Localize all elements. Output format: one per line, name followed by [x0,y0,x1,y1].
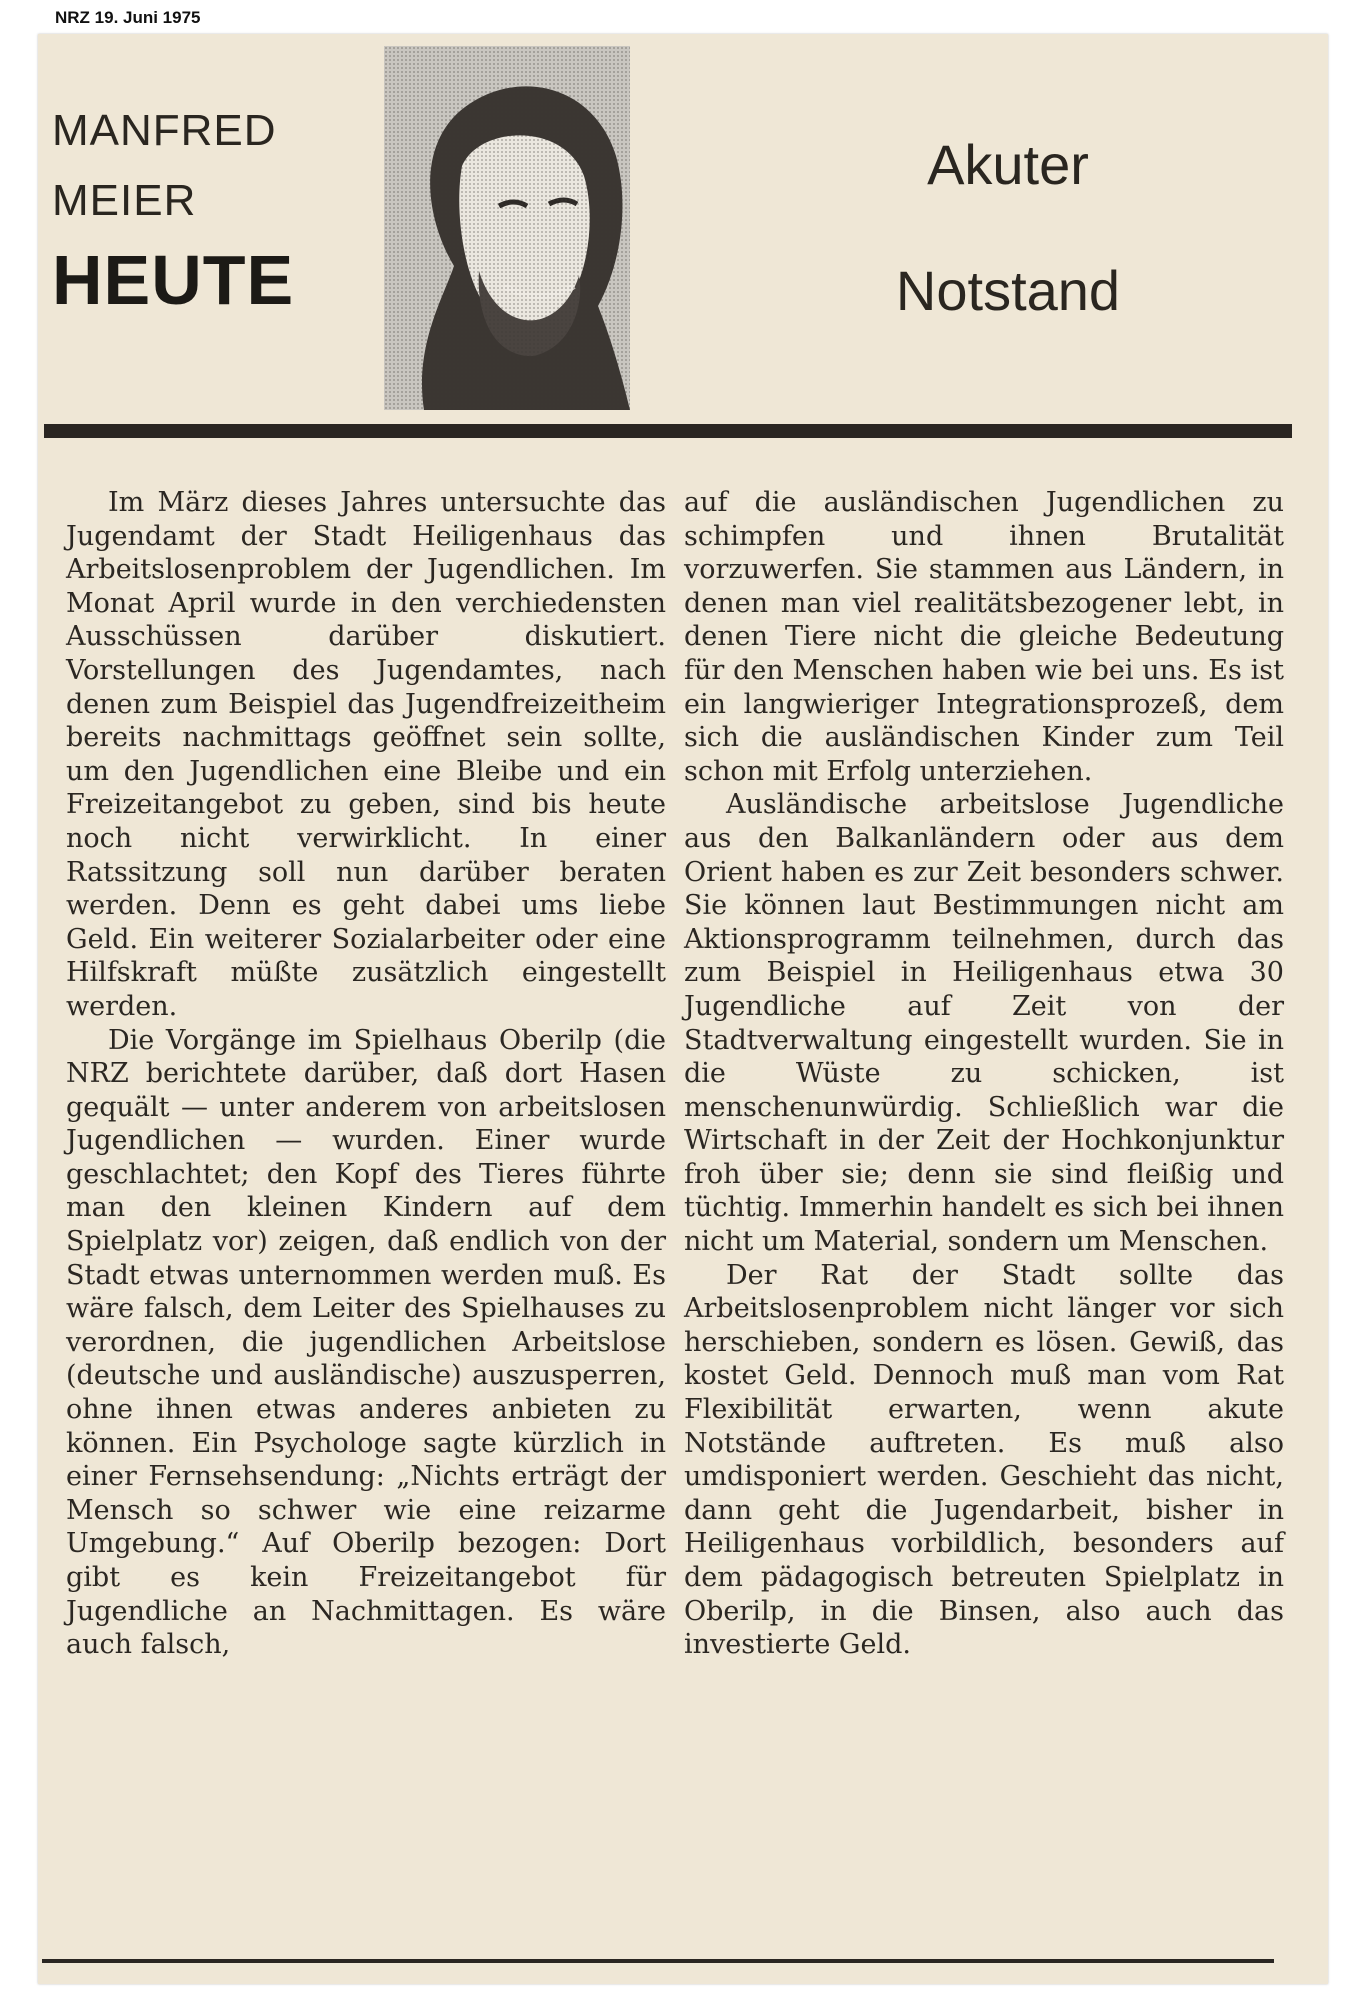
article-paragraph: auf die ausländischen Jugendlichen zu schimpfen und ihnen Brutalität vorzuwerfen. Sie stammen aus Ländern, in denen man viel realitätsbezogener lebt, in denen Tiere nicht die gleiche Bedeutung für den Menschen haben wie bei uns. Es ist ein langwieriger Integrationsprozeß, dem sich die ausländischen Kinder zum Teil schon mit Erfolg unterziehen. [684,487,1284,787]
portrait-photo-icon [384,46,630,410]
source-label: NRZ 19. Juni 1975 [55,8,201,27]
author-portrait-photo [384,46,630,410]
author-first-name: MANFRED [52,106,277,155]
footer-divider [42,1959,1274,1963]
article-paragraph: Die Vorgänge im Spielhaus Oberilp (die NRZ berichtete darüber, daß dort Hasen gequält — unter anderem von arbeitslosen Jugendlichen — wurden. Einer wurde geschlachtet; den Kopf des Tieres führte man den kleinen Kindern auf dem Spielplatz vor) zeigen, daß endlich von der Stadt etwas unternommen werden muß. Es wäre falsch, dem Leiter des Spielhauses zu verordnen, die jugendlichen Arbeitslose (deutsche und ausländische) auszusperren, ohne ihnen etwas anderes anbieten zu können. Ein Psychologe sagte kürzlich in einer Fernsehsendung: „Nichts erträgt der Mensch so schwer wie eine reizarme Umgebung.“ Auf Oberilp bezogen: Dort gibt es kein Freizeitangebot für Jugendliche an Nachmittagen. Es wäre auch falsch, [66,1024,666,1661]
headline-line-2: Notstand [895,259,1121,322]
headline-line-1: Akuter [927,133,1089,196]
article-paragraph: Der Rat der Stadt sollte das Arbeitslosenproblem nicht länger vor sich herschieben, sondern es lösen. Gewiß, das kostet Geld. Dennoch muß man vom Rat Flexibilität erwarten, wenn akute Notstände auftreten. Es muß also umdisponiert werden. Geschieht das nicht, dann geht die Jugendarbeit, bisher in Heiligenhaus vorbildlich, besonders auf dem pädagogisch betreuten Spielplatz in Oberilp, in die Binsen, also auch das investierte Geld. [684,1259,1284,1661]
article-paragraph: Ausländische arbeitslose Jugendliche aus den Balkanländern oder aus dem Orient haben es zur Zeit besonders schwer. Sie können laut Bestimmungen nicht am Aktionsprogramm teilnehmen, durch das zum Beispiel in Heiligenhaus etwa 30 Jugendliche auf Zeit von der Stadtverwaltung eingestellt wurden. Sie in die Wüste zu schicken, ist menschenunwürdig. Schließlich war die Wirtschaft in der Zeit der Hochkonjunktur froh über sie; denn sie sind fleißig und tüchtig. Immerhin handelt es sich bei ihnen nicht um Material, sondern um Menschen. [684,789,1284,1258]
column-name: HEUTE [52,241,295,319]
author-byline [52,96,294,320]
article-paragraph: Im März dieses Jahres untersuchte das Jugendamt der Stadt Heiligenhaus das Arbeitslosenproblem der Jugendlichen. Im Monat April wurde in den verchiedensten Ausschüssen darüber diskutiert. Vorstellungen des Jugendamtes, nach denen zum Beispiel das Jugendfreizeitheim bereits nachmittags geöffnet sein sollte, um den Jugendlichen eine Bleibe und ein Freizeitangebot zu geben, sind bis heute noch nicht verwirklicht. In einer Ratssitzung soll nun darüber beraten werden. Denn es geht dabei ums liebe Geld. Ein weiterer Sozialarbeiter oder eine Hilfskraft müßte zusätzlich eingestellt werden. [66,487,666,1022]
article-column-right [684,486,1284,1662]
author-last-name: MEIER [52,176,197,225]
article-column-left [66,486,666,1662]
header-divider [44,424,1292,438]
newspaper-clipping [38,34,1328,1984]
